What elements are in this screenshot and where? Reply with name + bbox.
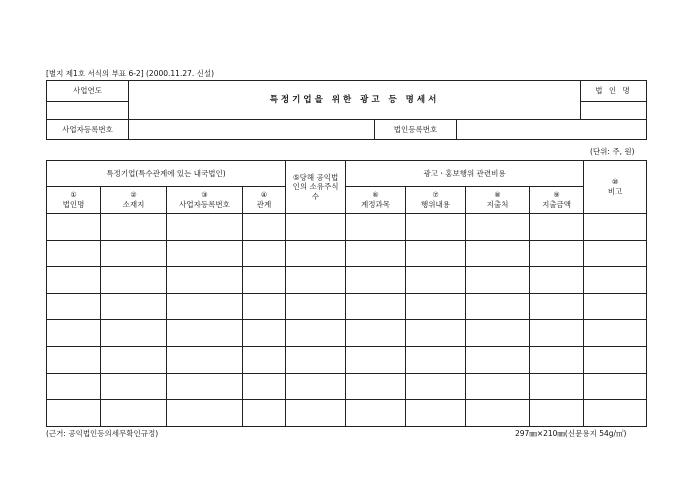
table-cell[interactable]: [47, 214, 101, 241]
column-header-4: ④ 관계: [243, 187, 286, 214]
table-cell[interactable]: [530, 320, 584, 347]
table-cell[interactable]: [286, 373, 346, 400]
table-cell[interactable]: [346, 400, 406, 427]
table-cell[interactable]: [584, 293, 647, 320]
table-cell[interactable]: [530, 240, 584, 267]
table-cell[interactable]: [286, 346, 346, 373]
table-cell[interactable]: [584, 373, 647, 400]
table-cell[interactable]: [243, 267, 286, 294]
column-header-1: ① 법인명: [47, 187, 101, 214]
table-cell[interactable]: [101, 373, 167, 400]
column-header-5: ⑥ 계정과목: [346, 187, 406, 214]
table-cell[interactable]: [286, 240, 346, 267]
table-cell[interactable]: [167, 320, 243, 347]
table-cell[interactable]: [167, 214, 243, 241]
table-cell[interactable]: [466, 240, 530, 267]
table-cell[interactable]: [530, 400, 584, 427]
table-cell[interactable]: [101, 214, 167, 241]
owned-shares-header: ⑤당해 공익법인의 소유주식수: [286, 161, 346, 214]
column-header-7: ⑧ 지출처: [466, 187, 530, 214]
table-cell[interactable]: [406, 346, 466, 373]
table-cell[interactable]: [101, 320, 167, 347]
table-cell[interactable]: [406, 400, 466, 427]
table-cell[interactable]: [466, 346, 530, 373]
table-cell[interactable]: [286, 267, 346, 294]
detail-table: [46, 160, 647, 427]
table-cell[interactable]: [530, 346, 584, 373]
table-cell[interactable]: [286, 320, 346, 347]
table-cell[interactable]: [584, 346, 647, 373]
table-cell[interactable]: [346, 240, 406, 267]
biz-reg-no-label: 사업자등록번호: [47, 120, 129, 140]
table-cell[interactable]: [167, 267, 243, 294]
table-cell[interactable]: [101, 346, 167, 373]
table-cell[interactable]: [167, 400, 243, 427]
table-cell[interactable]: [406, 267, 466, 294]
table-cell[interactable]: [346, 373, 406, 400]
table-cell[interactable]: [243, 293, 286, 320]
table-cell[interactable]: [286, 293, 346, 320]
group-specific-company: 특정기업(특수관계에 있는 내국법인): [47, 161, 286, 187]
table-cell[interactable]: [101, 267, 167, 294]
table-row: [47, 373, 647, 400]
table-cell[interactable]: [346, 320, 406, 347]
paper-spec: 297㎜×210㎜(신문용지 54g/㎡): [515, 429, 627, 438]
column-header-2: ② 소재지: [101, 187, 167, 214]
group-ad-costs: 광고ㆍ홍보행위 관련비용: [346, 161, 584, 187]
table-cell[interactable]: [286, 400, 346, 427]
table-row: [47, 320, 647, 347]
table-cell[interactable]: [346, 214, 406, 241]
table-row: [47, 214, 647, 241]
column-header-8: ⑨ 지출금액: [530, 187, 584, 214]
table-cell[interactable]: [47, 400, 101, 427]
remarks-header: ⑩ 비고: [584, 161, 647, 214]
form-reference: [별지 제1호 서식의 부표 6-2] (2000.11.27. 신설): [46, 69, 215, 78]
table-cell[interactable]: [101, 240, 167, 267]
table-cell[interactable]: [406, 214, 466, 241]
table-row: [47, 400, 647, 427]
form-title: 특정기업을 위한 광고 등 명세서: [129, 81, 581, 120]
table-cell[interactable]: [466, 320, 530, 347]
table-cell[interactable]: [167, 346, 243, 373]
table-cell[interactable]: [346, 267, 406, 294]
unit-label: (단위: 주, 원): [590, 147, 635, 156]
table-cell[interactable]: [406, 240, 466, 267]
table-cell[interactable]: [530, 293, 584, 320]
table-cell[interactable]: [584, 400, 647, 427]
table-cell[interactable]: [466, 400, 530, 427]
header-table: [46, 80, 647, 140]
table-cell[interactable]: [167, 240, 243, 267]
table-cell[interactable]: [466, 373, 530, 400]
table-cell[interactable]: [243, 373, 286, 400]
table-cell[interactable]: [346, 346, 406, 373]
business-year-label: 사업연도: [47, 81, 129, 102]
table-cell[interactable]: [243, 240, 286, 267]
table-row: [47, 267, 647, 294]
table-cell[interactable]: [584, 267, 647, 294]
corp-reg-no-value[interactable]: [457, 120, 647, 140]
biz-reg-no-value[interactable]: [129, 120, 375, 140]
table-cell[interactable]: [406, 320, 466, 347]
table-cell[interactable]: [530, 267, 584, 294]
table-cell[interactable]: [584, 320, 647, 347]
table-cell[interactable]: [47, 240, 101, 267]
business-year-value[interactable]: [47, 102, 129, 120]
column-header-6: ⑦ 행위내용: [406, 187, 466, 214]
corp-reg-no-label: 법인등록번호: [375, 120, 457, 140]
table-cell[interactable]: [584, 240, 647, 267]
table-cell[interactable]: [101, 400, 167, 427]
table-cell[interactable]: [243, 400, 286, 427]
corp-name-value[interactable]: [581, 102, 647, 120]
table-cell[interactable]: [47, 346, 101, 373]
table-cell[interactable]: [530, 214, 584, 241]
table-cell[interactable]: [466, 267, 530, 294]
table-cell[interactable]: [47, 293, 101, 320]
table-cell[interactable]: [406, 373, 466, 400]
table-cell[interactable]: [406, 293, 466, 320]
table-cell[interactable]: [101, 293, 167, 320]
table-cell[interactable]: [47, 373, 101, 400]
table-cell[interactable]: [243, 320, 286, 347]
table-cell[interactable]: [243, 346, 286, 373]
table-cell[interactable]: [167, 293, 243, 320]
table-cell[interactable]: [243, 214, 286, 241]
table-cell[interactable]: [47, 267, 101, 294]
table-cell[interactable]: [530, 373, 584, 400]
corp-name-label: 법 인 명: [581, 81, 647, 102]
basis-note: (근거: 공익법인등의세무확인규정): [46, 429, 159, 438]
table-cell[interactable]: [286, 214, 346, 241]
column-header-3: ③ 사업자등록번호: [167, 187, 243, 214]
table-cell[interactable]: [466, 293, 530, 320]
table-cell[interactable]: [167, 373, 243, 400]
table-cell[interactable]: [584, 214, 647, 241]
table-cell[interactable]: [346, 293, 406, 320]
table-row: [47, 293, 647, 320]
table-cell[interactable]: [466, 214, 530, 241]
table-row: [47, 240, 647, 267]
table-cell[interactable]: [47, 320, 101, 347]
table-row: [47, 346, 647, 373]
